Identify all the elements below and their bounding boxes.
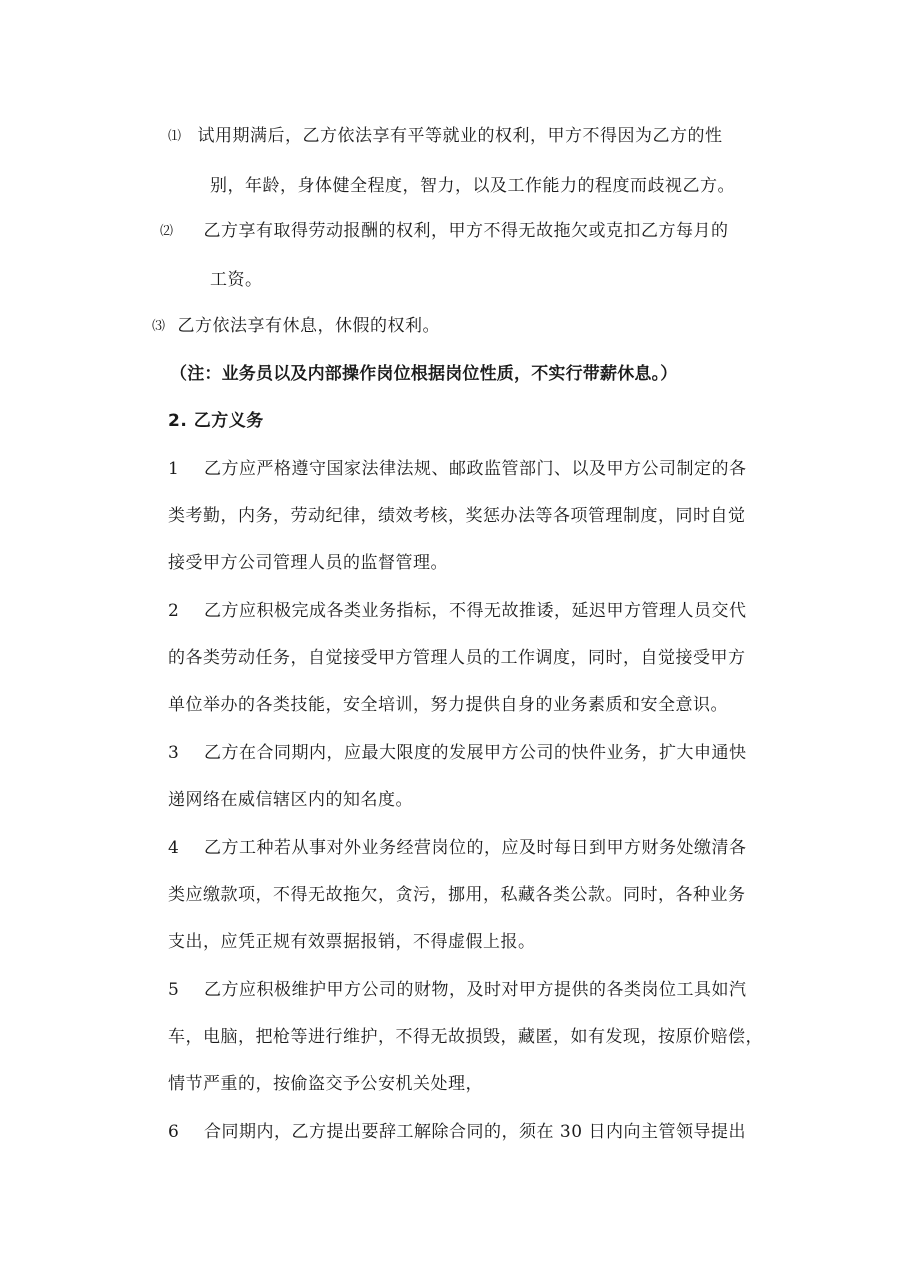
right-item-1-line-1: [168, 124, 723, 149]
section-title: 2. 乙方义务: [168, 411, 264, 431]
right-item-2-line-2: 工资。: [210, 270, 263, 290]
duty-3-number: 3: [168, 743, 180, 763]
right-item-1-line-2: 别，年龄，身体健全程度，智力，以及工作能力的程度而歧视乙方。: [210, 176, 735, 196]
duty-1-line-1: [168, 457, 747, 481]
right-item-3-line-1: [152, 314, 440, 339]
duty-5-line-2: 车，电脑，把枪等进行维护，不得无故损毁，藏匿，如有发现，按原价赔偿，: [168, 1027, 763, 1047]
duty-5-text-1: 乙方应积极维护甲方公司的财物，及时对甲方提供的各类岗位工具如汽: [204, 980, 747, 1000]
duty-1-line-3: 接受甲方公司管理人员的监督管理。: [168, 553, 448, 573]
duty-1-line-2: 类考勤，内务，劳动纪律，绩效考核，奖惩办法等各项管理制度，同时自觉: [168, 506, 746, 526]
duty-4-line-1: [168, 836, 747, 860]
right-item-3-text-1: 乙方依法享有休息，休假的权利。: [177, 316, 441, 336]
duty-5-number: 5: [168, 980, 180, 1000]
note-text: （注：业务员以及内部操作岗位根据岗位性质，不实行带薪休息。）: [170, 364, 678, 384]
duty-3-text-1: 乙方在合同期内，应最大限度的发展甲方公司的快件业务，扩大申通快: [204, 743, 747, 763]
duty-4-line-3: 支出，应凭正规有效票据报销，不得虚假上报。: [168, 932, 536, 952]
duty-2-line-1: [168, 599, 747, 623]
right-item-2-marker: ⑵: [160, 224, 174, 239]
duty-4-line-2: 类应缴款项，不得无故拖欠，贪污，挪用，私藏各类公款。同时，各种业务: [168, 885, 746, 905]
right-item-2-text-1: 乙方享有取得劳动报酬的权利，甲方不得无故拖欠或克扣乙方每月的: [203, 221, 729, 241]
right-item-3-marker: ⑶: [152, 319, 166, 334]
duty-2-text-1: 乙方应积极完成各类业务指标，不得无故推诿，延迟甲方管理人员交代: [204, 601, 747, 621]
duty-2-line-3: 单位举办的各类技能，安全培训，努力提供自身的业务素质和安全意识。: [168, 695, 728, 715]
right-item-1-marker: ⑴: [168, 129, 182, 144]
duty-2-line-2: 的各类劳动任务，自觉接受甲方管理人员的工作调度，同时，自觉接受甲方: [168, 648, 746, 668]
duty-3-line-1: [168, 741, 747, 765]
right-item-1-text-1: 试用期满后，乙方依法享有平等就业的权利，甲方不得因为乙方的性: [197, 126, 723, 146]
duty-6-text-1: 合同期内，乙方提出要辞工解除合同的，须在 30 日内向主管领导提出: [204, 1122, 746, 1142]
duty-4-text-1: 乙方工种若从事对外业务经营岗位的，应及时每日到甲方财务处缴清各: [204, 838, 747, 858]
duty-5-line-3: 情节严重的，按偷盗交予公安机关处理，: [168, 1074, 483, 1094]
duty-6-line-1: [168, 1120, 746, 1144]
right-item-2-line-1: [160, 219, 729, 244]
duty-6-number: 6: [168, 1122, 180, 1142]
duty-5-line-1: [168, 978, 747, 1002]
duty-2-number: 2: [168, 601, 180, 621]
duty-1-number: 1: [168, 459, 180, 479]
duty-1-text-1: 乙方应严格遵守国家法律法规、邮政监管部门、以及甲方公司制定的各: [204, 459, 747, 479]
duty-3-line-2: 递网络在威信辖区内的知名度。: [168, 790, 413, 810]
duty-4-number: 4: [168, 838, 180, 858]
